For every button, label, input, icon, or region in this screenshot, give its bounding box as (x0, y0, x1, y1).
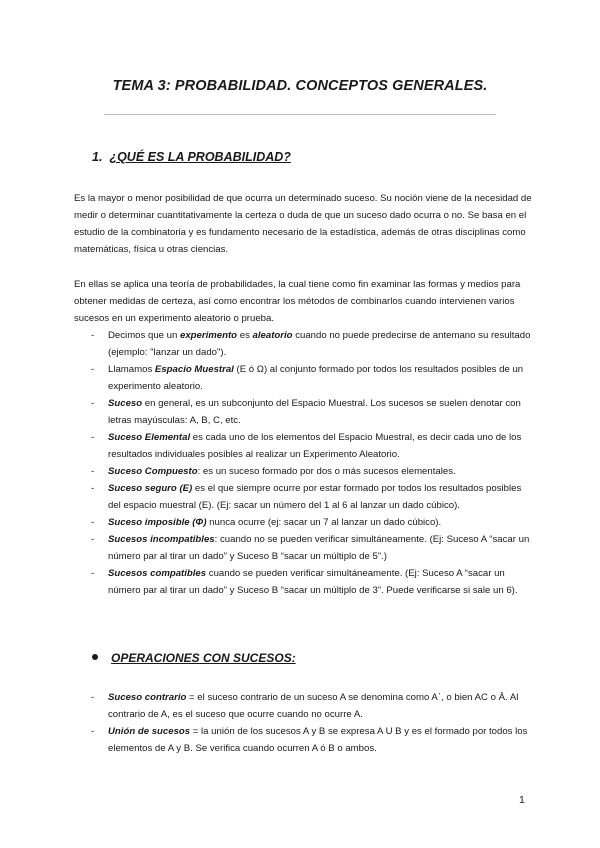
paragraph-theory: En ellas se aplica una teoría de probabilidades, la cual tiene como fin examinar las formas y medios para obtener medidas de certeza, así como encontrar los métodos de combinarlos cuando intervienen varios sucesos en un experimento aleatorio o prueba. (74, 279, 521, 324)
dash-bullet: - (91, 568, 95, 579)
list-item: - Suceso Compuesto: es un suceso formado por dos o más sucesos elementales. (74, 463, 536, 480)
list-item: - Suceso Elemental es cada uno de los elementos del Espacio Muestral, es decir cada uno de los resultados individuales posibles al realizar un Experimento Aleatorio. (74, 429, 536, 463)
title-divider (104, 114, 496, 115)
dash-bullet: - (91, 726, 95, 737)
concepts-list (74, 327, 536, 599)
list-item: - Sucesos compatibles cuando se pueden verificar simultáneamente. (Ej: Suceso A “sacar un número par al tirar un dado” y Suceso B “sacar un múltiplo de 3”. Puede verificarse si sale un 6). (74, 565, 536, 599)
dash-bullet: - (91, 364, 95, 375)
list-item: - Llamamos Espacio Muestral (E ó Ω) al conjunto formado por todos los resultados posibles de un experimento aleatorio. (74, 361, 536, 395)
operations-list (74, 689, 536, 757)
bullet-dot-icon (92, 654, 98, 660)
section-heading-text: ¿QUÉ ES LA PROBABILIDAD? (109, 150, 291, 164)
dash-bullet: - (91, 466, 95, 477)
dash-bullet: - (91, 330, 95, 341)
list-item: - Suceso imposible (Φ) nunca ocurre (ej: sacar un 7 al lanzar un dado cúbico). (74, 514, 536, 531)
dash-bullet: - (91, 432, 95, 443)
section-heading-1 (92, 150, 291, 164)
section-heading-text: OPERACIONES CON SUCESOS: (111, 651, 296, 665)
list-item: - Sucesos incompatibles: cuando no se pueden verificar simultáneamente. (Ej: Suceso A “sacar un número par al tirar un dado” y Suceso B “sacar un múltiplo de 5”.) (74, 531, 536, 565)
section-number: 1. (92, 150, 103, 164)
list-item: - Decimos que un experimento es aleatorio cuando no puede predecirse de antemano su resultado (ejemplo: "lanzar un dado"). (74, 327, 536, 361)
list-item: - Suceso en general, es un subconjunto del Espacio Muestral. Los sucesos se suelen denotar con letras mayúsculas: A, B, C, etc. (74, 395, 536, 429)
list-item: - Suceso seguro (E) es el que siempre ocurre por estar formado por todos los resultados posibles del espacio muestral (E). (Ej: sacar un número del 1 al 6 al lanzar un dado cúbico). (74, 480, 536, 514)
dash-bullet: - (91, 398, 95, 409)
list-item: - Suceso contrario = el suceso contrario de un suceso A se denomina como A΄, o bien AC o Ā. Al contrario de A, es el suceso que ocurre cuando no ocurre A. (74, 689, 536, 723)
page-number: 1 (519, 794, 525, 806)
paragraph-definition: Es la mayor o menor posibilidad de que ocurra un determinado suceso. Su noción viene de la necesidad de medir o determinar cuantitativamente la certeza o duda de que un suceso dado ocurra o no. Se basa en el estudio de la combinatoria y es fundamento necesario de la estadística, además de otras disciplinas como matemáticas, física u otras ciencias. (74, 193, 532, 255)
dash-bullet: - (91, 483, 95, 494)
dash-bullet: - (91, 534, 95, 545)
page-title: TEMA 3: PROBABILIDAD. CONCEPTOS GENERALES. (112, 78, 488, 94)
list-item: - Unión de sucesos = la unión de los sucesos A y B se expresa A U B y es el formado por todos los elementos de A y B. Se verifica cuando ocurren A ó B o ambos. (74, 723, 536, 757)
section-heading-2 (92, 651, 296, 665)
dash-bullet: - (91, 692, 95, 703)
dash-bullet: - (91, 517, 95, 528)
